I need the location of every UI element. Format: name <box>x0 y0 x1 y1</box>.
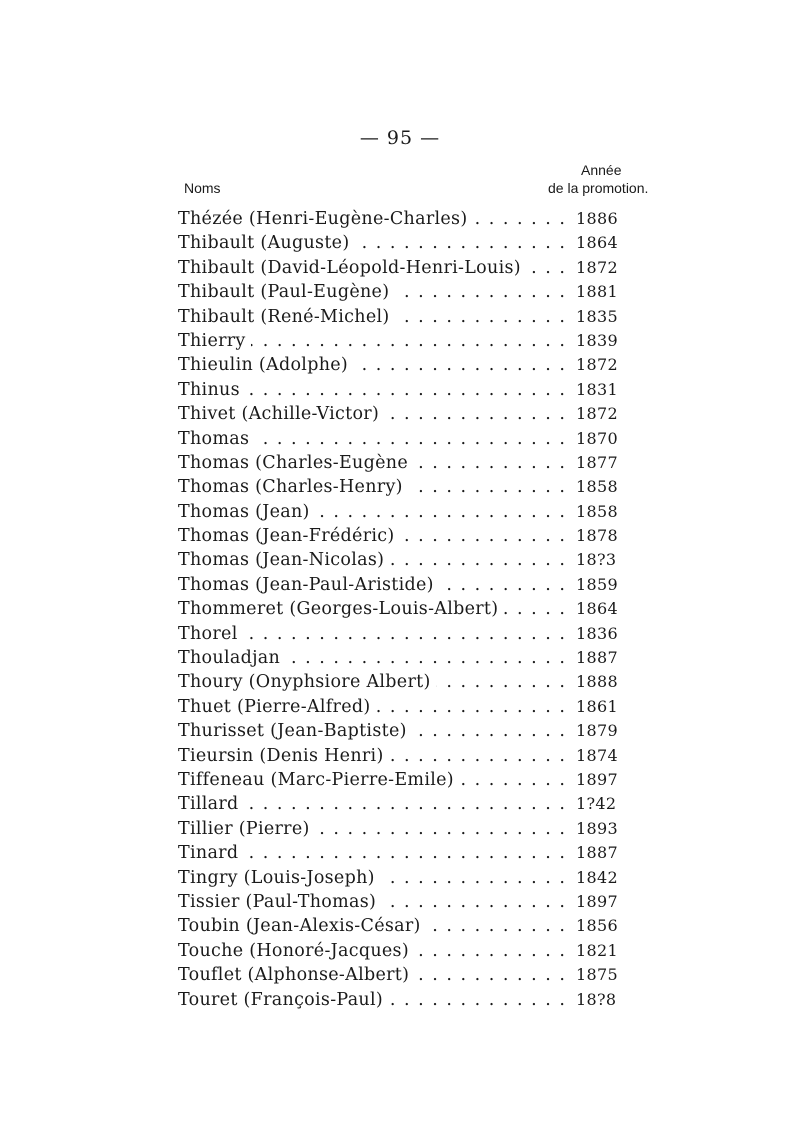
entry-year: 1858 <box>572 500 634 524</box>
list-item <box>178 622 634 646</box>
list-item <box>178 451 634 475</box>
entry-name: Thinus <box>178 378 245 402</box>
entry-year: 1887 <box>572 646 634 670</box>
page-number: — 95 — <box>359 127 441 149</box>
entry-year: 1861 <box>572 695 634 719</box>
names-column-header: Noms <box>184 180 221 196</box>
entry-name: Thézée (Henri-Eugène-Charles) <box>178 207 472 231</box>
entry-name: Tillard <box>178 792 244 816</box>
entry-year: 1836 <box>572 622 634 646</box>
entry-name: Thommeret (Georges-Louis-Albert) <box>178 597 503 621</box>
entry-year: 1864 <box>572 597 634 621</box>
list-item <box>178 256 634 280</box>
entry-name: Tillier (Pierre) <box>178 817 315 841</box>
entry-year: 1872 <box>572 256 634 280</box>
list-item <box>178 890 634 914</box>
entry-name: Thieulin (Adolphe) <box>178 353 353 377</box>
entry-year: 1859 <box>572 573 634 597</box>
entry-year: 1835 <box>572 305 634 329</box>
list-item <box>178 353 634 377</box>
list-item <box>178 231 634 255</box>
entry-name: Tissier (Paul-Thomas) <box>178 890 381 914</box>
entry-name: Thibault (David-Léopold-Henri-Louis) <box>178 256 526 280</box>
entry-name: Thomas (Charles-Henry) <box>178 475 408 499</box>
list-item <box>178 792 634 816</box>
entry-name: Thomas <box>178 427 254 451</box>
list-item <box>178 719 634 743</box>
entry-name: Touflet (Alphonse-Albert) <box>178 963 414 987</box>
entry-year: 1886 <box>572 207 634 231</box>
entry-name: Tiffeneau (Marc-Pierre-Emile) <box>178 768 459 792</box>
entry-year: 1878 <box>572 524 634 548</box>
entry-name: Thomas (Jean-Paul-Aristide) <box>178 573 439 597</box>
entry-year: 1877 <box>572 451 634 475</box>
entry-year: 1842 <box>572 866 634 890</box>
entry-year: 1856 <box>572 914 634 938</box>
entry-year: 1879 <box>572 719 634 743</box>
list-item <box>178 475 634 499</box>
list-item <box>178 378 634 402</box>
list-item <box>178 597 634 621</box>
list-item <box>178 939 634 963</box>
entry-year: 1897 <box>572 890 634 914</box>
entry-name: Touche (Honoré-Jacques) <box>178 939 414 963</box>
entry-name: Thouladjan <box>178 646 285 670</box>
entry-name: Thurisset (Jean-Baptiste) <box>178 719 412 743</box>
list-item <box>178 646 634 670</box>
name-list <box>178 207 634 1012</box>
entry-year: 1864 <box>572 231 634 255</box>
entry-name: Thivet (Achille-Victor) <box>178 402 384 426</box>
entry-name: Thibault (Auguste) <box>178 231 354 255</box>
entry-name: Thibault (Paul-Eugène) <box>178 280 394 304</box>
entry-year: 1888 <box>572 670 634 694</box>
entry-year: 1821 <box>572 939 634 963</box>
list-item <box>178 914 634 938</box>
list-item <box>178 329 634 353</box>
list-item <box>178 548 634 572</box>
list-item <box>178 988 634 1012</box>
entry-name: Thoury (Onyphsiore Albert) <box>178 670 436 694</box>
entry-year: 1881 <box>572 280 634 304</box>
entry-year: 1?42 <box>572 792 634 816</box>
year-column-header-line2: de la promotion. <box>548 180 649 196</box>
entry-year: 1872 <box>572 402 634 426</box>
year-column-header-line1: Année <box>581 162 622 178</box>
list-item <box>178 207 634 231</box>
list-item <box>178 817 634 841</box>
entry-year: 18?3 <box>572 548 634 572</box>
entry-name: Thierry <box>178 329 251 353</box>
entry-name: Tingry (Louis-Joseph) <box>178 866 380 890</box>
entry-name: Tinard <box>178 841 243 865</box>
list-item <box>178 670 634 694</box>
list-item <box>178 402 634 426</box>
entry-name: Thorel <box>178 622 243 646</box>
list-item <box>178 841 634 865</box>
entry-year: 1875 <box>572 963 634 987</box>
entry-name: Thibault (René-Michel) <box>178 305 395 329</box>
entry-year: 1874 <box>572 744 634 768</box>
list-item <box>178 768 634 792</box>
entry-name: Thomas (Jean) <box>178 500 315 524</box>
entry-year: 1870 <box>572 427 634 451</box>
entry-name: Tieursin (Denis Henri) <box>178 744 389 768</box>
entry-name: Thuet (Pierre-Alfred) <box>178 695 376 719</box>
entry-year: 1872 <box>572 353 634 377</box>
entry-name: Thomas (Charles-Eugène <box>178 451 413 475</box>
entry-year: 1858 <box>572 475 634 499</box>
entry-year: 1831 <box>572 378 634 402</box>
list-item <box>178 427 634 451</box>
entry-year: 1897 <box>572 768 634 792</box>
list-item <box>178 305 634 329</box>
entry-year: 1887 <box>572 841 634 865</box>
entry-year: 1893 <box>572 817 634 841</box>
entry-year: 18?8 <box>572 988 634 1012</box>
list-item <box>178 695 634 719</box>
entry-year: 1839 <box>572 329 634 353</box>
list-item <box>178 280 634 304</box>
entry-name: Touret (François-Paul) <box>178 988 388 1012</box>
list-item <box>178 744 634 768</box>
list-item <box>178 524 634 548</box>
entry-name: Thomas (Jean-Frédéric) <box>178 524 399 548</box>
list-item <box>178 573 634 597</box>
entry-name: Toubin (Jean-Alexis-César) <box>178 914 426 938</box>
entry-name: Thomas (Jean-Nicolas) <box>178 548 389 572</box>
list-item <box>178 963 634 987</box>
list-item <box>178 500 634 524</box>
list-item <box>178 866 634 890</box>
